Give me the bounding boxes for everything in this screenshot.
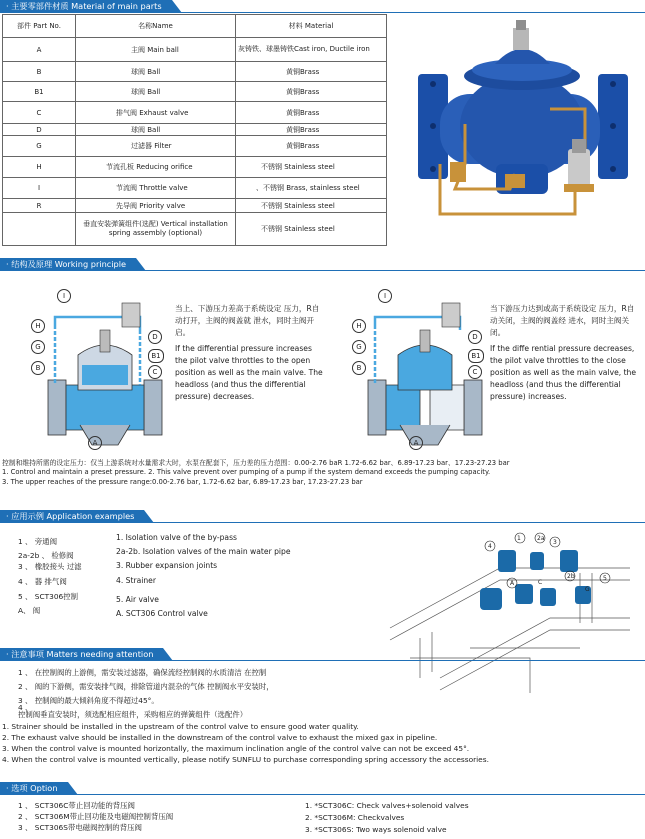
label-B1: B1	[148, 349, 164, 363]
part-name-cell: 节流阀 Throttle valve	[76, 178, 236, 199]
part-material-cell: 不锈钢 Stainless steel	[236, 157, 387, 178]
part-no-cell: C	[3, 102, 76, 124]
valve-product-photo	[400, 14, 640, 244]
application-en-item: 1. Isolation valve of the by-pass	[116, 533, 237, 542]
table-header-part-no: 部件 Part No.	[3, 15, 76, 38]
table-header-material: 材料 Material	[236, 15, 387, 38]
option-en-item: 2. *SCT306M: Checkvalves	[305, 813, 405, 822]
part-no-cell: B1	[3, 82, 76, 102]
label-H: H	[352, 319, 366, 333]
part-name-cell: 主阀 Main ball	[76, 38, 236, 62]
label-C: C	[148, 365, 162, 379]
application-en-item: 2a-2b. Isolation valves of the main water pipe	[116, 547, 291, 556]
part-name-cell: 节流孔板 Reducing orifice	[76, 157, 236, 178]
label-B1: B1	[468, 349, 484, 363]
label-A: A	[409, 436, 423, 450]
option-cn-item: 3 、 SCT306S带电磁阀控制的背压阀	[18, 823, 142, 832]
label-B: B	[352, 361, 366, 375]
section-divider	[0, 660, 645, 661]
table-row	[3, 124, 387, 136]
attention-cn-line: 4 、	[18, 703, 33, 712]
part-no-cell: G	[3, 136, 76, 157]
application-cn-item: 4 、 器 排气阀	[18, 577, 67, 586]
attention-en-line: 2. The exhaust valve should be installed in the downstream of the control valve to exhaust the mixed gax in pipeline.	[2, 733, 438, 742]
part-name-cell: 球阀 Ball	[76, 124, 236, 136]
part-name-cell: 垂直安装弹簧组件(选配) Vertical installation spring assembly (optional)	[76, 213, 236, 246]
table-header-row	[3, 15, 387, 38]
part-no-cell: I	[3, 178, 76, 199]
part-material-cell: 黄铜Brass	[236, 136, 387, 157]
section-divider	[0, 794, 645, 795]
part-no-cell	[3, 213, 76, 246]
part-no-cell: D	[3, 124, 76, 136]
diagram-label: 2b	[567, 573, 575, 580]
part-no-cell: B	[3, 62, 76, 82]
option-cn-item: 2 、 SCT306M带止回功能及电磁阀控制背压阀	[18, 812, 174, 821]
attention-en-line: 4. When the control valve is mounted vertically, please notify SUNFLU to purchase corresponding spring accessory the accessories.	[2, 755, 489, 764]
part-material-cell: 黄铜Brass	[236, 62, 387, 82]
label-D: D	[148, 330, 162, 344]
part-name-cell: 先导阀 Priority valve	[76, 199, 236, 213]
table-row	[3, 38, 387, 62]
part-no-cell: H	[3, 157, 76, 178]
part-no-cell: R	[3, 199, 76, 213]
label-G: G	[352, 340, 366, 354]
application-en-item: 5. Air valve	[116, 595, 159, 604]
attention-cn-line: 2 、 阀的下游侧，需安装排气阀，排除管道内混杂的气体 控制阀水平安装时，	[18, 682, 274, 691]
part-material-cell: 黄铜Brass	[236, 82, 387, 102]
part-no-cell: A	[3, 38, 76, 62]
section-header-attention: · 注意事项 Matters needing attention	[0, 648, 163, 661]
option-cn-item: 1 、 SCT306C带止回功能的背压阀	[18, 801, 135, 810]
diagram-label: 4	[488, 543, 492, 550]
section-divider	[0, 12, 645, 13]
attention-en-line: 3. When the control valve is mounted horizontally, the maximum inclination angle of the control valve can not be exceed 45°.	[2, 744, 470, 753]
diagram-label: 1	[517, 535, 521, 542]
option-en-item: 1. *SCT306C: Check valves+solenoid valves	[305, 801, 469, 810]
part-material-cell: 黄铜Brass	[236, 124, 387, 136]
principle-note-en-2: 3. The upper reaches of the pressure range:0.00-2.76 bar, 1.72-6.62 bar, 6.89-17.23 bar, 17.23-27.23 bar	[2, 478, 363, 486]
label-H: H	[31, 319, 45, 333]
application-cn-item: A、 阀	[18, 606, 41, 615]
part-name-cell: 球阀 Ball	[76, 62, 236, 82]
diagram-label: G	[585, 586, 590, 593]
attention-cn-line: 1 、 在控制阀的上游侧，需安装过滤器，确保流经控制阀的水质清洁 在控制	[18, 668, 267, 677]
table-row	[3, 178, 387, 199]
principle-left-cn: 当上、下游压力差高于系统设定 压力，R自动打开，主阀的阀盖就 泄水，同时主阀开启。	[175, 304, 320, 337]
section-header-option: · 选项 Option	[0, 782, 68, 795]
section-header-materials: · 主要零部件材质 Material of main parts	[0, 0, 172, 13]
part-name-cell: 排气阀 Exhaust valve	[76, 102, 236, 124]
diagram-label: 5	[603, 575, 607, 582]
table-row	[3, 82, 387, 102]
section-header-principle: · 结构及原理 Working principle	[0, 258, 136, 271]
diagram-label: 2a	[537, 535, 545, 542]
principle-right-cn: 当下游压力达到或高于系统设定 压力，R自动关闭，主阀的阀盖经 进水，同时主阀关闭。	[490, 304, 635, 337]
table-row	[3, 157, 387, 178]
section-divider	[0, 270, 645, 271]
principle-right-en: If the diffe rential pressure decreases, the pilot valve throttles to the close position as well as the main valve, the headloss (and thus the differential pressure) increases.	[490, 344, 637, 401]
table-row	[3, 213, 387, 246]
label-D: D	[468, 330, 482, 344]
application-en-item: A. SCT306 Control valve	[116, 609, 208, 618]
part-material-cell: 黄铜Brass	[236, 102, 387, 124]
section-header-application: · 应用示例 Application examples	[0, 510, 144, 523]
part-material-cell: 不锈钢 Stainless steel	[236, 213, 387, 246]
application-cn-item: 5 、 SCT306控制	[18, 592, 79, 601]
part-material-cell: 不锈钢 Stainless steel	[236, 199, 387, 213]
table-row	[3, 136, 387, 157]
attention-cn-line: 控制阀垂直安装时，须选配相应组件，采购相应的弹簧组件（选配件）	[18, 710, 248, 719]
diagram-label: A	[510, 580, 515, 587]
table-row	[3, 102, 387, 124]
installation-diagram	[380, 528, 640, 698]
application-cn-item: 1 、 旁通阀	[18, 537, 57, 546]
table-row	[3, 199, 387, 213]
diagram-label: 3	[553, 539, 557, 546]
option-en-item: 3. *SCT306S: Two ways solenoid valve	[305, 825, 447, 834]
section-divider	[0, 522, 645, 523]
attention-en-line: 1. Strainer should be installed in the upstream of the control valve to ensure good water quality.	[2, 722, 359, 731]
attention-cn-line: 3 、 控制阀的最大倾斜角度不得超过45°。	[18, 696, 159, 705]
application-cn-item: 2a-2b 、 检修阀	[18, 551, 74, 560]
label-I: I	[57, 289, 71, 303]
label-C: C	[468, 365, 482, 379]
part-material-cell: 灰铸铁、球墨铸铁Cast iron, Ductile iron	[236, 38, 387, 62]
table-row	[3, 62, 387, 82]
part-material-cell: 、不锈钢 Brass, stainless steel	[236, 178, 387, 199]
label-G: G	[31, 340, 45, 354]
principle-note-en-1: 1. Control and maintain a preset pressure. 2. This valve prevent over pumping of a pump if the system demand exceeds the pumping capacity.	[2, 468, 491, 476]
application-en-item: 4. Strainer	[116, 576, 156, 585]
principle-left-en: If the differential pressure increases the pilot valve throttles to the open position as well as the main valve. The headloss (and thus the differential pressure) decreases.	[175, 344, 323, 401]
diagram-label: C	[538, 579, 543, 586]
label-A: A	[88, 436, 102, 450]
label-I: I	[378, 289, 392, 303]
application-en-item: 3. Rubber expansion joints	[116, 561, 218, 570]
part-name-cell: 球阀 Ball	[76, 82, 236, 102]
application-cn-item: 3 、 橡胶接头 过滤	[18, 562, 82, 571]
parts-table	[2, 14, 387, 246]
label-B: B	[31, 361, 45, 375]
principle-note-cn: 控制和维持所需的设定压力：仅当上游系统对水量需求大时，水泵在配套下，压力差的压力范围：0.00-2.76 baR 1.72-6.62 bar、6.89-17.23 bar、17.23-27.23 bar	[2, 459, 510, 467]
part-name-cell: 过滤器 Filter	[76, 136, 236, 157]
table-header-name: 名称Name	[76, 15, 236, 38]
